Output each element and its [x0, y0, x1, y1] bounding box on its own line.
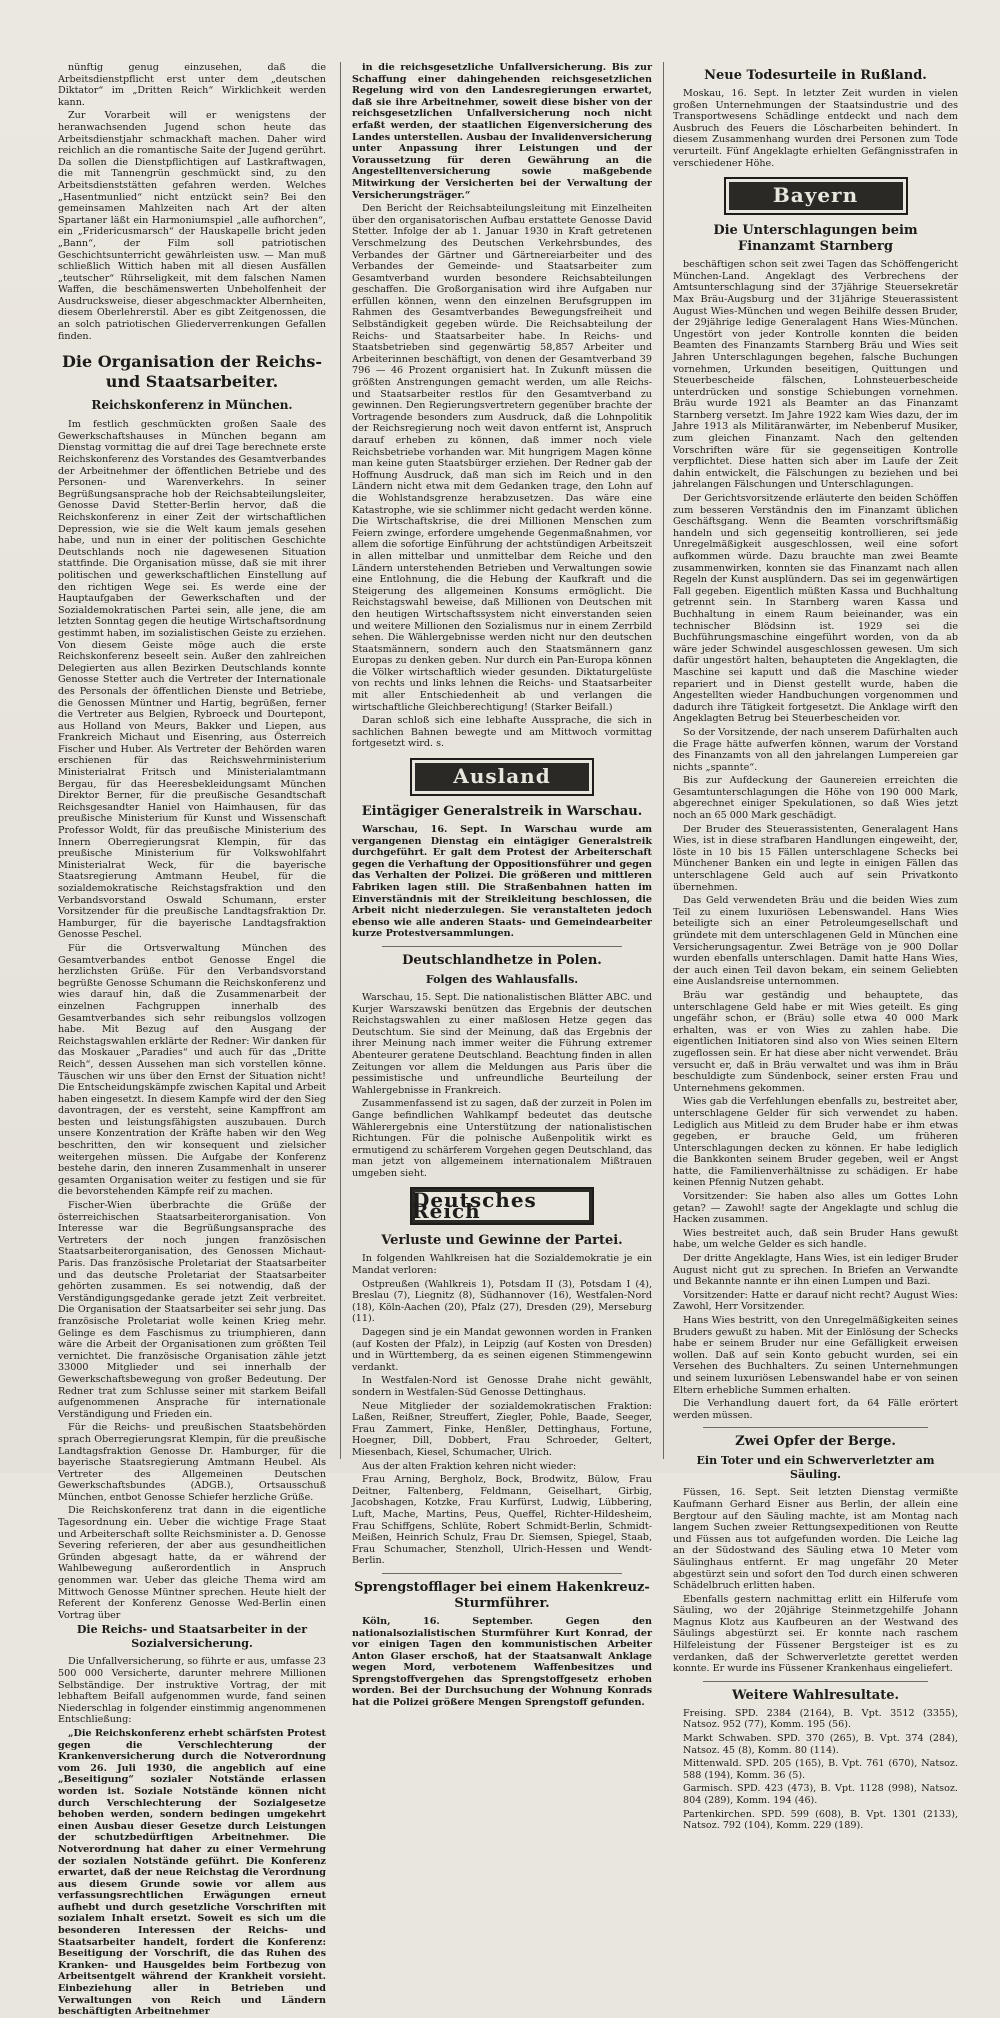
paragraph: Für die Reichs- und preußischen Staatsbehörden sprach Oberregierungsrat Klempin, für die preußische Landtagsfraktion Genosse Dr. Hamburger, für die bayerische Staatsregierung Amtmann Heubel. Als Vertreter des Allgemeinen Deutschen Gewerkschaftsbundes (ADGB.), Ortsausschuß München, entbot Genosse Schiefer herzliche Grüße.	[58, 1422, 326, 1503]
paragraph: Zur Vorarbeit will er wenigstens der heranwachsenden Jugend schon heute das Arbeitsdienstjahr schmackhaft machen. Daher wird reichlich an die romantische Saite der Jugend gerührt. Da sollen die Dienstpflichtigen auf Lastkraftwagen, die mit Tannengrün geschmückt sind, zu den Arbeitsdienststätten gefahren werden. Welches „Hasentmunlied“ nicht entzückt sein? Bei den gemeinsamen Mahlzeiten nach Art der alten Spartaner läßt ein Harmoniumspiel „alle aufhorchen“, ein „Fridericusmarsch“ der Hauskapelle bricht jeden „Bann“, der Film soll patriotischen Geschichtsunterricht gewährleisten usw. — Man muß schließlich Wittich haben mit all diesen Ausfällen „teutscher“ Rührseligkeit, mit dem falschen Namen Waffen, die beschämenswerten Unbeholfenheit der Ausdrucksweise, dieser abgeschmackter Albernheiten, diesem Oberlehrerstil. Aber es gibt Zeitgenossen, die an solch patriotischen Gliederverrenkungen Gefallen finden.	[58, 110, 326, 342]
paragraph: Die Unfallversicherung, so führte er aus, umfasse 23 500 000 Versicherte, darunter mehrere Millionen Selbständige. Der instruktive Vortrag, der mit lebhaftem Beifall aufgenommen wurde, fand seinen Niederschlag in folgender einstimmig angenommenen Entschließung:	[58, 1656, 326, 1726]
column-3	[673, 62, 958, 1832]
divider	[382, 1573, 622, 1574]
paragraph: Für die Ortsverwaltung München des Gesamtverbandes entbot Genosse Engel die herzlichsten Grüße. Für den Verbandsvorstand begrüßte Genosse Schumann die Reichskonferenz und wies darauf hin, daß die Zusammenarbeit der einzelnen Fachgruppen innerhalb des Gesamtverbandes sich sehr reibungslos vollzogen habe. Mit Bezug auf den Ausgang der Reichstagswahlen erklärte der Redner: Wir danken für das Moskauer „Paradies“ und auch für das „Dritte Reich“, dessen Aussehen man sich vorstellen könne. Täuschen wir uns über den Ernst der Situation nicht! Die Entscheidungskämpfe zwischen Kapital und Arbeit haben eingesetzt. In diesem Kampfe wird der den Sieg davontragen, der es versteht, seine Kampffront am besten und leistungsfähigsten auszubauen. Durch unsere Konzentration der Kräfte haben wir den Weg beschritten, den wir konsequent und zielsicher weitergehen müssen. Die Aufgabe der Konferenz bestehe darin, den inneren Zusammenhalt in unserer gesamten Organisation weiter zu festigen und sie für die bevorstehenden Kämpfe reif zu machen.	[58, 942, 326, 1198]
paragraph: Wies gab die Verfehlungen ebenfalls zu, bestreitet aber, unterschlagene Gelder für sich verwendet zu haben. Lediglich aus Mitleid zu dem Bruder habe er ihm etwas gegeben, er brauche Geld, um früheren Unterschlagungen decken zu können. Er habe lediglich die Bankkonten seinem Bruder gegeben, weil er Angst hatte, die Familienverhältnisse zu schädigen. Er habe keinen Pfennig Nutzen gehabt.	[673, 1096, 958, 1189]
paragraph: Den Bericht der Reichsabteilungsleitung mit Einzelheiten über den organisatorischen Aufbau erstattete Genosse David Stetter. Infolge der ab 1. Januar 1930 in Kraft getretenen Verschmelzung des Deutschen Verkehrsbundes, des Verbandes der Gärtner und Gärtnereiarbeiter und des Verbandes der Gemeinde- und Staatsarbeiter zum Gesamtverband wurden besondere Reichsabteilungen geschaffen. Die Großorganisation wird ihre Aufgaben nur erfüllen können, wenn den einzelnen Berufsgruppen im Rahmen des Gesamtverbandes Bewegungsfreiheit und Selbständigkeit gegeben würde. Die Reichsabteilung der Reichs- und Staatsarbeiter habe. In Reichs- und Staatsbetrieben sind gegenwärtig 58,857 Arbeiter und Arbeiterinnen beschäftigt, von denen der Gesamtverband 39 796 — 46 Prozent organisiert hat. In Zukunft müssen die größten Anstrengungen gemacht werden, um alle Reichs- und Staatsarbeiter restlos für den Gesamtverband zu gewinnen. Den Regierungsvertretern gegenüber brachte der Vortragende besonders zum Ausdruck, daß die Lohnpolitik der Reichsregierung noch weit davon entfernt ist, Anspruch darauf erheben zu können, daß immer noch viele Reichsbetriebe vorhanden war. Mit hungrigem Magen könne man keine guten Staatsbürger erziehen. Der Redner gab der Hoffnung Ausdruck, daß man sich im Reich und in den Ländern nicht etwa mit dem Gedanken trage, den Lohn auf die Wohlstandsgrenze herabzusetzen. Das wäre eine Katastrophe, wie sie schlimmer nicht gedacht werden könne. Die Wirtschaftskrise, die drei Millionen Menschen zum Feiern zwinge, erfordere umgehende Gegenmaßnahmen, vor allem die sofortige Einführung der achtstündigen Arbeitszeit in allen mittelbar und unmittelbar dem Reiche und den Ländern unterstehenden Betrieben und Verwaltungen sowie eine Entlohnung, die die Hebung der Kaufkraft und die Steigerung des allgemeinen Konsums ermöglicht. Die Reichstagswahl beweise, daß Millionen von Deutschen mit den heutigen Wirtschaftssystem nicht einverstanden seien und weitere Millionen den Sozialismus nur in einem Zerrbild sehen. Die Wählergebnisse werden nicht nur den deutschen Staatsmännern, sondern auch den Staatsmännern ganz Europas zu denken geben. Nur durch ein Pan-Europa können die Völker wirtschaftlich wieder gesunden. Diktaturgelüste von rechts und links lehnen die Reichs- und Staatsarbeiter mit aller Entschiedenheit ab und verlangen die wirtschaftliche Gleichberechtigung! (Starker Beifall.)	[352, 203, 652, 713]
paragraph: Frau Arning, Bergholz, Bock, Brodwitz, Bülow, Frau Deitner, Faltenberg, Feldmann, Geiselhart, Girbig, Jacobshagen, Kotzke, Frau Kurfürst, Ludwig, Lübbering, Luft, Mache, Martins, Peus, Queffel, Richter-Hildesheim, Frau Schiffgens, Schlüte, Robert Schmidt-Berlin, Schmidt-Meißen, Heinrich Schulz, Frau Dr. Siemsen, Spiegel, Staab, Frau Schumacher, Stenzholl, Ulrich-Hessen und Wendt-Berlin.	[352, 1474, 652, 1567]
paragraph: Ebenfalls gestern nachmittag erlitt ein Hilferufe vom Säuling, wo der 20jährige Steinmetzgehilfe Johann Magnus Klotz aus Kaufbeuren an der Westwand des Säulings abgestürzt sei. Er konnte nach raschem Hilfeleistung der Füssener Bergsteiger ist es zu verdanken, daß der Schwerverletzte gerettet werden konnte. Er wurde ins Füssener Krankenhaus eingeliefert.	[673, 1593, 958, 1675]
article-subheadline: Ein Toter und ein Schwerverletzter am Säuling.	[696, 1454, 935, 1482]
paragraph: Füssen, 16. Sept. Seit letzten Dienstag vermißte Kaufmann Gerhard Eisner aus Berlin, der allein eine Bergtour auf den Säuling machte, ist am Montag nach langem Suchen zweier Rettungsexpeditionen von Reutte und Füssen aus tot aufgefunden worden. Die Leiche lag an der Südostwand des Säuling etwa 10 Meter vom Säulinghaus entfernt. Er mag ungefähr 20 Meter abgestürzt sein und sofort den Tod durch einen schweren Schädelbruch erlitten haben.	[673, 1487, 958, 1592]
paragraph: So der Vorsitzende, der nach unserem Dafürhalten auch die Frage hätte aufwerfen können, warum der Vorstand des Finanzamts von all den jahrelangen Lumpereien gar nichts „spannte“.	[673, 726, 958, 773]
article-headline: Weitere Wahlresultate.	[731, 1687, 899, 1703]
result-line: Markt Schwaben. SPD. 370 (265), B. Vpt. 374 (284), Natsoz. 45 (8), Komm. 80 (114).	[683, 1733, 958, 1756]
banner-label: Deutsches Reich	[412, 1187, 537, 1224]
paragraph: Im festlich geschmückten großen Saale des Gewerkschaftshauses in München begann am Dienstag vormittag die auf drei Tage berechnete erste Reichskonferenz des Vorstandes des Gesamtverbandes der Arbeitnehmer der öffentlichen Betriebe und des Personen- und Warenverkehrs. In seiner Begrüßungsansprache hob der Reichsabteilungsleiter, Genosse David Stetter-Berlin hervor, daß die Reichskonferenz in einer Zeit der wirtschaftlichen Depression, wie sie die Welt kaum jemals gesehen habe, und nun in einer der politischen Geschichte Deutschlands noch nie dagewesenen Situation stattfinde. Die Organisation müsse, daß sie mit ihrer politischen und gewerkschaftlichen Einstellung auf den richtigen Wege sei. Es werde eine der Hauptaufgaben der Gewerkschaften und der Sozialdemokratischen Partei sein, alle jene, die am letzten Sonntag gegen die heutige Wirtschaftsordnung gestimmt haben, im sozialistischen Geiste zu erziehen. Von diesem Geiste möge auch die erste Reichskonferenz beseelt sein. Außer den zahlreichen Delegierten aus allen Bezirken Deutschlands konnte Genosse Stetter auch die Vertreter der Internationale des Personals der öffentlichen Dienste und Betriebe, die Genossen Müntner und Hartig, begrüßen, ferner die Vertreter aus Belgien, Rybroeck und Dourtepont, aus Holland von Meurs, Bakker und Liepen, aus Frankreich Michaut und Eisenring, aus Österreich Fischer und Huber. Als Vertreter der Behörden waren erschienen für das Reichswehrministerium Ministerialrat Fritsch und Ministerialamtmann Bergau, für das Heeresbekleidungsamt München Direktor Berner, für die preußische Gesandtschaft Reichsgesandter Haniel von Haimhausen, für das preußische Ministerium für Kunst und Wissenschaft Professor Woldt, für das preußische Ministerium des Innern Oberregierungsrat Klempin, für das preußische Ministerium für Volkswohlfahrt Ministerialrat Weck, für die bayerische Staatsregierung Amtmann Heubel, für die sozialdemokratische Reichstagsfraktion und den Verbandsvorstand Oswald Schumann, erster Vorsitzender für die preußische Landtagsfraktion Dr. Hamburger, für die bayerische Landtagsfraktion Genosse Peschel.	[58, 419, 326, 941]
paragraph: in die reichsgesetzliche Unfallversicherung. Bis zur Schaffung einer dahingehenden reichsgesetzlichen Regelung wird von den Landesregierungen erwartet, daß sie ihre Arbeitnehmer, soweit diese bisher von der reichsgesetzlichen Unfallversicherung noch nicht erfaßt werden, der staatlichen Eigenversicherung des Landes unterstellen. Ausbau der Invalidenversicherung unter Anpassung ihrer Leistungen und der Voraussetzung für deren Gewährung an die Angestelltenversicherung sowie maßgebende Mitwirkung der Versicherten bei der Verwaltung der Versicherungsträger.“	[352, 62, 652, 201]
paragraph: In Westfalen-Nord ist Genosse Drahe nicht gewählt, sondern in Westfalen-Süd Genosse Dettinghaus.	[352, 1375, 652, 1398]
paragraph: Aus der alten Fraktion kehren nicht wieder:	[362, 1460, 577, 1472]
paragraph: beschäftigen schon seit zwei Tagen das Schöffengericht München-Land. Angeklagt des Verbrechens der Amtsunterschlagung sind der 37jährige Steuersekretär Max Bräu-Augsburg und der 31jährige Steuerassistent August Wies-München und wegen Beihilfe dessen Bruder, der 29jährige ledige Generalagent Hans Wies-München. Ungestört von jeder Kontrolle konnten die beiden Beamten des Finanzamts Starnberg Bräu und Wies seit Jahren Unterschlagungen begehen, falsche Buchungen vornehmen, Urkunden beseitigen, Quittungen und Steuerbescheide fälschen, Lohnsteuerbescheide unterdrücken und sonstige Schiebungen vornehmen. Bräu wurde 1921 als Beamter an das Finanzamt Starnberg versetzt. Im Jahre 1922 kam Wies dazu, der im Jahre 1913 als Militäranwärter, im Nebenberuf Musiker, zum gleichen Finanzamt. Nach den geltenden Vorschriften wäre für sie gegenseitigen Kontrolle verpflichtet. Diese hatten sich aber im Laufe der Zeit dahin entwickelt, die Fälschungen zu beziehen und bei jahrelangen Fälschungen und Unterschlagungen.	[673, 259, 958, 491]
paragraph: Daran schloß sich eine lebhafte Aussprache, die sich in sachlichen Bahnen bewegte und am Mittwoch vormittag fortgesetzt wird. s.	[352, 715, 652, 750]
paragraph: Fischer-Wien überbrachte die Grüße der österreichischen Staatsarbeiterorganisation. Von Interesse war die Begrüßungsansprache des Vertreters der noch jungen französischen Staatsarbeiterorganisation, des Genossen Michaut-Paris. Das französische Proletariat der Staatsarbeiter und das deutsche Proletariat der Staatsarbeiter gehörten zusammen. Es sei notwendig, daß der Verständigungsgedanke gerade jetzt Zeit verbreitet. Die Organisation der Staatsarbeiter sei sehr jung. Das französische Proletariat wolle keinen Krieg mehr. Gelinge es dem Faschismus zu triumphieren, dann wäre die Arbeit der Organisationen zum größten Teil vernichtet. Die französische Organisation zähle jetzt 33000 Mitglieder und sei innerhalb der Gewerkschaftsbewegung von großer Bedeutung. Der Redner trat zum Schlusse seiner mit starkem Beifall aufgenommenen Ansprache für internationale Verständigung und Frieden ein.	[58, 1200, 326, 1420]
article-headline: Eintägiger Generalstreik in Warschau.	[361, 804, 643, 820]
paragraph: Der dritte Angeklagte, Hans Wies, ist ein lediger Bruder August nicht gut zu sprechen. In Briefen an Verwandte und Bekannte nannte er ihn einen Lumpen und Bazi.	[673, 1253, 958, 1288]
article-subheadline: Reichskonferenz in München.	[91, 398, 293, 413]
article-headline: Die Organisation der Reichs- und Staatsarbeiter.	[62, 352, 322, 392]
column-1	[58, 62, 326, 2018]
paragraph: nünftig genug einzusehen, daß die Arbeitsdienstpflicht erst unter dem „deutschen Diktator“ im „Dritten Reich“ Wirklichkeit werden kann.	[58, 62, 326, 108]
column-2	[352, 62, 652, 1709]
divider	[382, 946, 622, 947]
paragraph: Vorsitzender: Sie haben also alles um Gottes Lohn getan? — Zawohl! sagte der Angeklagte und schlug die Hacken zusammen.	[673, 1191, 958, 1226]
article-headline: Verluste und Gewinne der Partei.	[381, 1233, 623, 1249]
paragraph: Warschau, 16. Sept. In Warschau wurde am vergangenen Dienstag ein eintägiger Generalstreik durchgeführt. Er galt dem Protest der Arbeiterschaft gegen die Verhaftung der Oppositionsführer und gegen das Verhalten der Polizei. Die größeren und mittleren Fabriken lagen still. Die Straßenbahnen hatten im Einverständnis mit der Streikleitung beschlossen, die Arbeit nicht niederzulegen. Sie veranstalteten jedoch ebenso wie alle anderen Staats- und Gemeindearbeiter kurze Protestversammlungen.	[352, 824, 652, 940]
paragraph: Zusammenfassend ist zu sagen, daß der zurzeit in Polen im Gange befindlichen Wahlkampf bedeutet das deutsche Wählerergebnis eine Unterstützung der nationalistischen Richtungen. Für die polnische Außenpolitik wirkt es ermutigend zu schärferem Vorgehen gegen Deutschland, das man jetzt von allgemeinem internationalem Mißtrauen umgeben sieht.	[352, 1098, 652, 1179]
section-subheading: Die Reichs- und Staatsarbeiter in der Sozialversicherung.	[76, 1623, 308, 1651]
paragraph: Moskau, 16. Sept. In letzter Zeit wurden in vielen großen Unternehmungen der Staatsindustrie und des Transportwesens Schädlinge entdeckt und nach dem Ausbruch des Feuers die Löscharbeiten behindert. In diesem Zusammenhang wurden drei Personen zum Tode verurteilt. Fünf Angeklagte erhielten Gefängnisstrafen in verschiedener Höhe.	[673, 88, 958, 169]
column-rule	[663, 62, 664, 1459]
paragraph: Die Reichskonferenz trat dann in die eigentliche Tagesordnung ein. Ueber die wichtige Frage Staat und Arbeiterschaft sollte Reichsminister a. D. Genosse Severing referieren, der aber aus gesundheitlichen Gründen abgesagt hatte, da er während der Wahlbewegung außerordentlich in Anspruch genommen war. Ueber das gleiche Thema wird am Mittwoch Genosse Müntner sprechen. Heute hielt der Referent der Konferenz Genosse Wed-Berlin einen Vortrag über	[58, 1505, 326, 1621]
paragraph: Bis zur Aufdeckung der Gaunereien erreichten die Gesamtunterschlagungen die Höhe von 190 000 Mark, abgerechnet einiger Spekulationen, so daß Wies jetzt noch an 65 000 Mark geschädigt.	[673, 775, 958, 822]
paragraph: Warschau, 15. Sept. Die nationalistischen Blätter ABC. und Kurjer Warszawski benützen das Ergebnis der deutschen Reichstagswahlen zu einer maßlosen Hetze gegen das Deutschtum. Sie sind der Meinung, daß das Ergebnis der ihrer Meinung nach immer weiter die Führung extremer Abenteurer geratene Deutschland. Beachtung finden in allen Zeitungen vor allem die Meldungen aus Paris über die pessimistische und unfreundliche Beurteilung der Wahlergebnisse in Frankreich.	[352, 991, 652, 1096]
paragraph: Köln, 16. September. Gegen den nationalsozialistischen Sturmführer Kurt Konrad, der vor einigen Tagen den kommunistischen Arbeiter Anton Glaser erschoß, hat der Staatsanwalt Anklage wegen Mord, verbotenem Waffenbesitzes und Sprengstoffvergehen das Sprengstoffgesetz erhoben worden. Bei der Durchsuchung der Wohnung Konrads hat die Polizei größere Mengen Sprengstoff gefunden.	[352, 1615, 652, 1709]
result-line: Mittenwald. SPD. 205 (165), B. Vpt. 761 (670), Natsoz. 588 (194), Komm. 36 (5).	[683, 1758, 958, 1781]
paragraph: Bräu war geständig und behauptete, das unterschlagene Geld habe er mit Wies geteilt. Es ging ungefähr schon, er (Bräu) solle etwa 40 000 Mark erhalten, was er von Wies zu zahlen habe. Die eigentlichen Initiatoren sind also von Wies seinen Eltern zugeflossen sein. Er hat diese aber nicht verwendet. Bräu versucht er, daß in Bräu verwaltet und was ihm in Bräu beschuldigte zum Sündenbock, seiner ersten Frau und Unternehmens gekommen.	[673, 989, 958, 1094]
column-rule	[340, 62, 341, 1459]
result-line: Garmisch. SPD. 423 (473), B. Vpt. 1128 (998), Natsoz. 804 (289), Komm. 194 (46).	[683, 1783, 958, 1806]
article-headline: Sprengstofflager bei einem Hakenkreuz-Sturmführer.	[354, 1579, 650, 1611]
result-line: Freising. SPD. 2384 (2164), B. Vpt. 3512 (3355), Natsoz. 952 (77), Komm. 195 (56).	[683, 1707, 958, 1731]
paragraph: Hans Wies bestritt, von den Unregelmäßigkeiten seines Bruders gewußt zu haben. Mit der Einlösung der Schecks habe er seinem Bruder nur eine Gefälligkeit erweisen wollen. Daß auf sein Konto gebucht wurden, sei ein Versehen des Buchhalters. Zu seinen Unternehmungen und seinem luxuriösen Lebenswandel habe er von seinen Eltern erhebliche Summen erhalten.	[673, 1315, 958, 1396]
article-headline: Neue Todesurteile in Rußland.	[704, 68, 927, 83]
divider	[703, 1681, 928, 1682]
resolution-text: „Die Reichskonferenz erhebt schärfsten Protest gegen die Verschlechterung der Krankenversicherung durch die Notverordnung vom 26. Juli 1930, die angeblich auf eine „Beseitigung“ sozialer Notstände erlassen worden ist. Soziale Notstände können nicht durch Verschlechterung der Sozialgesetze behoben werden, sondern bedingen umgekehrt einen Ausbau dieser Gesetze durch Leistungen der schutzbedürftigen Arbeitnehmer. Die Notverordnung hat daher zu einer Vermehrung der sozialen Notstände geführt. Die Konferenz erwartet, daß der neue Reichstag die Verordnung aus diesem Grunde sowie vor allem aus verfassungsrechtlichen Erwägungen erneut aufhebt und durch gesetzliche Vorschriften mit sozialem Inhalt ersetzt. Soweit es sich um die besonderen Interessen der Reichs- und Staatsarbeiter handelt, fordert die Konferenz: Beseitigung der Vorschrift, die das Ruhen des Kranken- und Hausgeldes beim Fortbezug von Arbeitsentgelt während der Krankheit vorsieht. Einbeziehung aller in Betrieben und Verwaltungen von Reich und Ländern beschäftigten Arbeitnehmer	[58, 1727, 326, 2018]
paragraph: Ostpreußen (Wahlkreis 1), Potsdam II (3), Potsdam I (4), Breslau (7), Liegnitz (8), Südhannover (16), Westfalen-Nord (18), Köln-Aachen (20), Pfalz (27), Dresden (29), Merseburg (11).	[352, 1278, 652, 1325]
section-banner-deutsches-reich	[410, 1187, 594, 1225]
divider	[703, 1427, 928, 1428]
paragraph: Die Verhandlung dauert fort, da 64 Fälle erörtert werden müssen.	[673, 1398, 958, 1421]
result-line: Partenkirchen. SPD. 599 (608), B. Vpt. 1301 (2133), Natsoz. 792 (104), Komm. 229 (189).	[683, 1808, 958, 1832]
paragraph: Wies bestreitet auch, daß sein Bruder Hans gewußt habe, um welche Gelder es sich handle.	[673, 1227, 958, 1251]
section-banner-ausland	[410, 758, 594, 796]
banner-label: Ausland	[453, 764, 551, 789]
paragraph: Dagegen sind je ein Mandat gewonnen worden in Franken (auf Kosten der Pfalz), in Leipzig (auf Kosten von Dresden) und in Württemberg, da es seinen eigenen Stimmengewinn verdankt.	[352, 1327, 652, 1373]
article-headline: Deutschlandhetze in Polen.	[402, 952, 602, 968]
paragraph: Neue Mitglieder der sozialdemokratischen Fraktion: Laßen, Reißner, Streuffert, Ziegler, Pohle, Baade, Seeger, Frau Zammert, Finke, Henßler, Dettinghaus, Fortune, Hoegner, Dill, Dobbert, Frau Schroeder, Geltert, Miesenbach, Kiesel, Schumacher, Ulrich.	[352, 1400, 652, 1458]
paragraph: Das Geld verwendeten Bräu und die beiden Wies zum Teil zu einem luxuriösen Lebenswandel. Hans Wies beteiligte sich an einer Petroleumgesellschaft und gründete mit dem unterschlagenen Geld in München eine Versicherungsagentur. Zwei Beträge von je 900 Dollar wurden ebenfalls unterschlagen. Damit hatte Hans Wies, der auch einen Teil davon bekam, ein seinem Geliebten eine Auslandsreise unternommen.	[673, 895, 958, 988]
banner-label: Bayern	[772, 183, 859, 208]
article-headline: Die Unterschlagungen beim Finanzamt Starnberg	[713, 223, 918, 255]
section-banner-bayern	[724, 177, 908, 215]
article-subheadline: Folgen des Wahlausfalls.	[425, 972, 579, 986]
article-headline: Zwei Opfer der Berge.	[735, 1434, 896, 1450]
paragraph: Der Bruder des Steuerassistenten, Generalagent Hans Wies, ist in diese strafbaren Handlungen eingeweiht, der, löste in 10 bis 15 Fällen unterschlagene Schecks bei Münchener Banken ein und legte in einigen Fällen das unterschlagene Geld auch auf sein Privatkonto übernehmen.	[673, 823, 958, 893]
election-results	[673, 1708, 958, 1832]
paragraph: Der Gerichtsvorsitzende erläuterte den beiden Schöffen zum besseren Verständnis den im Finanzamt üblichen Geschäftsgang. Wenn die Beamten vorschriftsmäßig handeln und sich gegenseitig kontrollieren, sei jede Unregelmäßigkeit ausgeschlossen, weil eine sofort aufkommen würde. Dazu brauchte man zwei Beamte zusammenwirken, konnten sie das Finanzamt nach allen Regeln der Kunst ausplündern. Das sei im gegenwärtigen Fall gegeben. Eigentlich müßten Kassa und Buchhaltung getrennt sein. In Starnberg waren Kassa und Buchhaltung in einem Raum beieinander, was ein technischer Blödsinn ist. 1929 sei die Buchführungsmaschine eingeführt worden, von da ab wäre jeder Schwindel ausgeschlossen gewesen. Um sich dafür ungestört halten, behaupteten die Angeklagten, die Maschine sei kaputt und daß die Maschine wieder repariert und in Dienst gestellt wurde, haben die Angestellten wieder Handbuchungen vorgenommen und dadurch ihre Tätigkeit fortgesetzt. Die Anklage wirft den Angeklagten Betrug bei Steuerbescheiden vor.	[673, 493, 958, 725]
paragraph: In folgenden Wahlkreisen hat die Sozialdemokratie je ein Mandat verloren:	[352, 1253, 652, 1277]
paragraph: Vorsitzender: Hatte er darauf nicht recht? August Wies: Zawohl, Herr Vorsitzender.	[673, 1289, 958, 1313]
